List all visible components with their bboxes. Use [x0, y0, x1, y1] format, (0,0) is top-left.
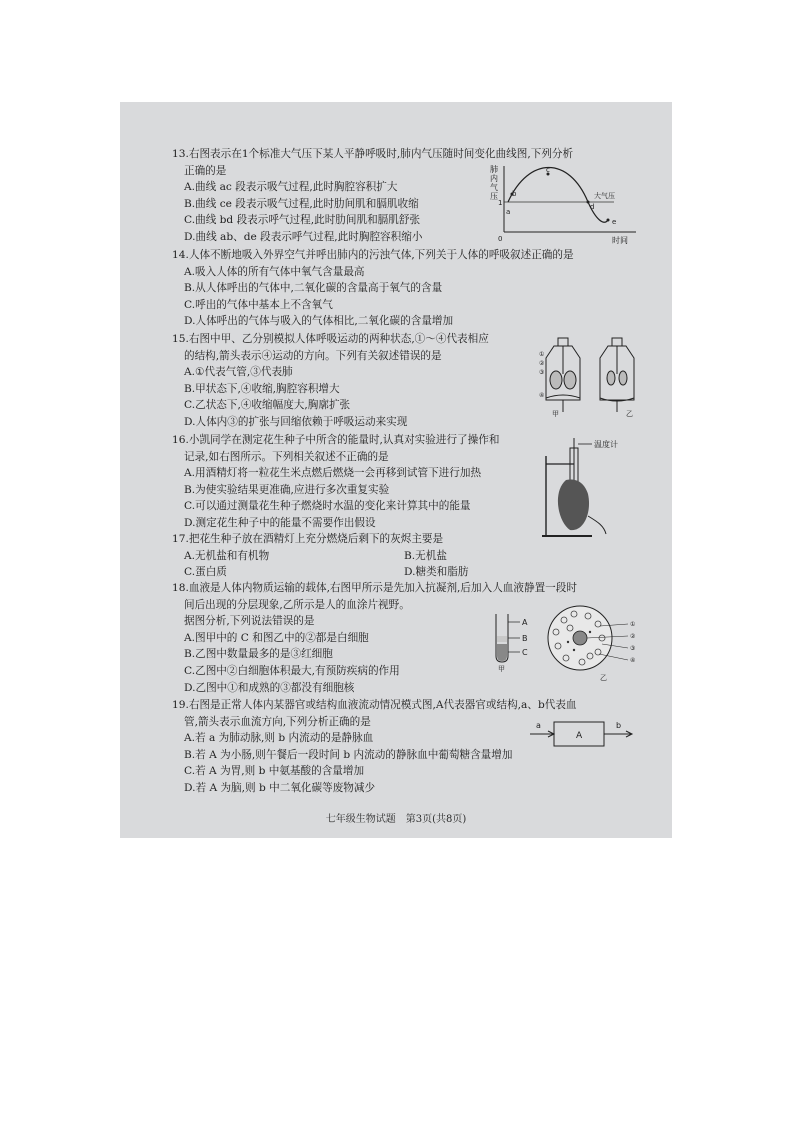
organ-label: A [576, 731, 583, 741]
jar-jia [546, 338, 580, 412]
layer-label-b: B [522, 634, 528, 643]
q14-stem: 14.人体不断地吸入外界空气并呼出肺内的污浊气体,下列关于人体的呼吸叙述正确的是 [172, 249, 574, 261]
q13-option-c: C.曲线 bd 段表示呼气过程,此时肋间肌和膈肌舒张 [184, 214, 421, 227]
q13-stem-line-1: 13.右图表示在1个标准大气压下某人平静呼吸时,肺内气压随时间变化曲线图,下列分析 [172, 148, 574, 160]
svg-text:肺: 肺 [490, 165, 498, 174]
question-15 [172, 331, 489, 431]
svg-text:④: ④ [539, 392, 545, 399]
q19-stem-line-1: 19.右图是正常人体内某器官或结构血液流动情况模式图,A代表器官或结构,a、b代表血 [172, 699, 577, 711]
pressure-y-label [490, 164, 498, 201]
q13-option-d: D.曲线 ab、de 段表示呼气过程,此时胸腔容积缩小 [184, 230, 423, 243]
organ-blood-flow-figure [526, 716, 638, 752]
svg-text:压: 压 [490, 192, 498, 201]
tube-layer-c [497, 644, 507, 661]
q18-option-b: B.乙图中数量最多的是③红细胞 [184, 648, 333, 661]
q15-option-b: B.甲状态下,④收缩,胸腔容积增大 [184, 382, 340, 395]
origin-label: 0 [498, 235, 503, 243]
q16-option-a: A.用酒精灯将一粒花生米点燃后燃烧一会再移到试管下进行加热 [184, 467, 482, 480]
svg-text:内: 内 [490, 174, 498, 183]
reference-tick: 1 [498, 199, 503, 207]
label-a: a [506, 208, 511, 216]
bell-jar-number-labels [539, 351, 545, 399]
label-e: e [612, 218, 617, 226]
q19-option-d: D.若 A 为脑,则 b 中二氧化碳等废物减少 [184, 781, 376, 794]
layer-label-c: C [522, 648, 528, 657]
svg-text:②: ② [539, 360, 545, 367]
svg-text:④: ④ [630, 657, 636, 664]
q15-option-a: A.①代表气管,③代表肺 [184, 366, 293, 379]
q15-stem-line-2: 的结构,箭头表示④运动的方向。下列有关叙述错误的是 [184, 349, 442, 362]
q14-option-b: B.从人体呼出的气体中,二氧化碳的含量高于氧气的含量 [184, 282, 443, 295]
q14-option-d: D.人体呼出的气体与吸入的气体相比,二氧化碳的含量增加 [184, 315, 454, 328]
q16-option-c: C.可以通过测量花生种子燃烧时水温的变化来计算其中的能量 [184, 500, 471, 513]
q13-option-a: A.曲线 ac 段表示吸气过程,此时胸腔容积扩大 [184, 181, 398, 194]
q16-option-b: B.为使实验结果更准确,应进行多次重复实验 [184, 483, 390, 496]
q15-option-c: C.乙状态下,④收缩幅度大,胸廓扩张 [184, 399, 351, 412]
q18-stem-line-3: 据图分析,下列说法错误的是 [184, 615, 315, 628]
peanut-energy-figure [532, 436, 644, 540]
svg-text:①: ① [630, 621, 636, 628]
svg-text:③: ③ [539, 369, 545, 376]
label-b: b [512, 190, 517, 198]
tube-layer-b [497, 636, 507, 642]
q19-option-a: A.若 a 为肺动脉,则 b 内流动的是静脉血 [184, 732, 374, 745]
label-c: c [546, 166, 550, 174]
q15-option-d: D.人体内③的扩张与回缩依赖于呼吸运动来实现 [184, 415, 408, 428]
exam-sheet-photo [120, 102, 672, 838]
question-16 [172, 432, 499, 532]
smear-label-yi: 乙 [600, 674, 607, 682]
lung-pressure-figure [484, 162, 640, 246]
label-jia: 甲 [552, 410, 559, 418]
q17-option-d: D.糖类和脂肪 [404, 566, 469, 579]
white-blood-cell [573, 631, 587, 645]
pressure-curve [508, 168, 608, 223]
q13-stem-line-2: 正确的是 [184, 164, 227, 177]
label-yi: 乙 [626, 410, 633, 418]
q17-option-b: B.无机盐 [404, 549, 447, 562]
point-e [607, 219, 610, 222]
q17-option-a: A.无机盐和有机物 [184, 549, 270, 562]
thermometer-label: 温度计 [594, 440, 618, 449]
svg-text:③: ③ [630, 645, 636, 652]
q16-stem-line-2: 记录,如右图所示。下列相关叙述不正确的是 [184, 450, 389, 463]
q16-option-d: D.测定花生种子中的能量不需要作出假设 [184, 516, 376, 529]
question-17 [172, 531, 468, 581]
q17-options-row-1 [172, 548, 468, 565]
q17-option-c: C.蛋白质 [184, 566, 227, 579]
hand-outline [588, 516, 606, 534]
page-footer: 七年级生物试题 第3页(共8页) [325, 814, 467, 825]
q17-stem: 17.把花生种子放在酒精灯上充分燃烧后剩下的灰烬主要是 [172, 533, 444, 545]
tube-label-jia: 甲 [498, 665, 505, 673]
jar-yi [600, 338, 634, 412]
blood-smear-figure [544, 604, 644, 682]
smear-number-labels [630, 621, 636, 664]
q15-stem-line-1: 15.右图中甲、乙分别模拟人体呼吸运动的两种状态,①～④代表相应 [172, 333, 489, 345]
vessel-b-label: b [616, 721, 622, 730]
q18-option-a: A.图甲中的 C 和图乙中的②都是白细胞 [184, 631, 369, 644]
svg-text:①: ① [539, 351, 545, 358]
q14-option-c: C.呼出的气体中基本上不含氧气 [184, 298, 333, 311]
atmosphere-label: 大气压 [594, 192, 615, 200]
q18-option-c: C.乙图中②白细胞体积最大,有预防疾病的作用 [184, 664, 400, 677]
question-14 [172, 247, 574, 330]
q19-stem-line-2: 管,箭头表示血流方向,下列分析正确的是 [184, 715, 371, 728]
svg-text:气: 气 [490, 183, 498, 192]
q16-stem-line-1: 16.小凯同学在测定花生种子中所含的能量时,认真对实验进行了操作和 [172, 434, 500, 446]
question-19 [172, 697, 577, 797]
burning-peanut-hand [558, 480, 589, 531]
vessel-a-label: a [536, 721, 541, 730]
bell-jar-model-figure [540, 334, 648, 418]
q13-option-b: B.曲线 ce 段表示吸气过程,此时肋间肌和膈肌收缩 [184, 197, 419, 210]
blood-test-tube-figure [492, 610, 542, 672]
layer-label-a: A [522, 618, 528, 627]
time-label: 时间 [612, 236, 628, 245]
q19-option-c: C.若 A 为胃,则 b 中氨基酸的含量增加 [184, 765, 365, 778]
q19-option-b: B.若 A 为小肠,则午餐后一段时间 b 内流动的静脉血中葡萄糖含量增加 [184, 748, 513, 761]
q18-stem-line-2: 间后出现的分层现象,乙所示是人的血涂片视野。 [184, 598, 410, 611]
label-d: d [590, 203, 595, 211]
q18-option-d: D.乙图中①和成熟的③都没有细胞核 [184, 681, 355, 694]
q14-option-a: A.吸入人体的所有气体中氧气含量最高 [184, 265, 365, 278]
svg-text:②: ② [630, 633, 636, 640]
q18-stem-line-1: 18.血液是人体内物质运输的载体,右图甲所示是先加入抗凝剂,后加入人血液静置一段时 [172, 582, 577, 594]
q17-options-row-2 [172, 564, 468, 581]
